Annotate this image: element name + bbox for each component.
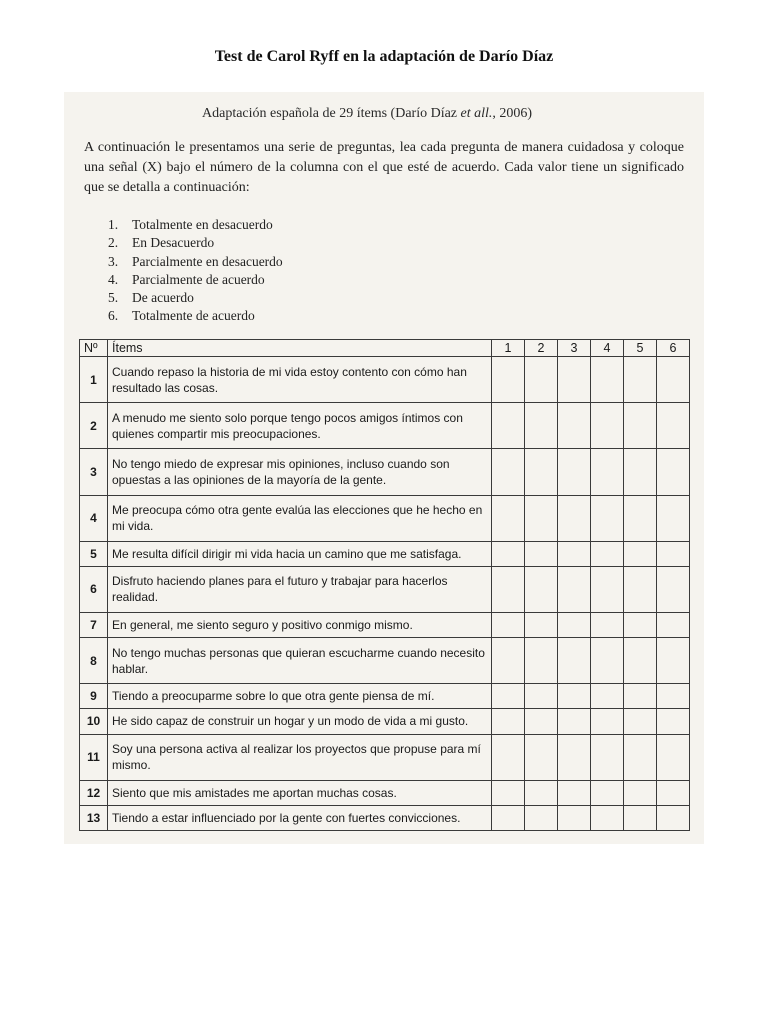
item-number: 2	[80, 403, 108, 449]
answer-cell-5[interactable]	[624, 805, 657, 830]
subtitle-prefix: Adaptación española de 29 ítems (Darío Díaz	[202, 106, 461, 121]
answer-cell-4[interactable]	[591, 541, 624, 566]
header-scale-1: 1	[492, 340, 525, 357]
answer-cell-3[interactable]	[558, 357, 591, 403]
scale-number: 6.	[108, 308, 119, 324]
scale-label: En Desacuerdo	[132, 235, 215, 251]
answer-cell-5[interactable]	[624, 357, 657, 403]
table-row	[80, 449, 690, 495]
answer-cell-4[interactable]	[591, 613, 624, 638]
answer-cell-4[interactable]	[591, 734, 624, 780]
table-row	[80, 805, 690, 830]
answer-cell-5[interactable]	[624, 780, 657, 805]
answer-cell-4[interactable]	[591, 638, 624, 684]
answer-cell-4[interactable]	[591, 357, 624, 403]
answer-cell-4[interactable]	[591, 780, 624, 805]
answer-cell-3[interactable]	[558, 684, 591, 709]
answer-cell-6[interactable]	[657, 613, 690, 638]
answer-cell-6[interactable]	[657, 403, 690, 449]
instructions-paragraph: A continuación le presentamos una serie de preguntas, lea cada pregunta de manera cuidadosa y coloque una señal (X) bajo el número de la columna con el que esté de acuerdo. Cada valor tiene un significado que se detalla a continuación:	[84, 140, 684, 195]
answer-cell-1[interactable]	[492, 734, 525, 780]
table-row	[80, 780, 690, 805]
header-number: Nº	[80, 340, 108, 357]
answer-cell-6[interactable]	[657, 495, 690, 541]
answer-cell-5[interactable]	[624, 638, 657, 684]
document-title: Test de Carol Ryff en la adaptación de Darío Díaz	[214, 48, 554, 65]
answer-cell-2[interactable]	[525, 541, 558, 566]
answer-cell-1[interactable]	[492, 638, 525, 684]
scale-label: Parcialmente de acuerdo	[132, 271, 265, 287]
answer-cell-1[interactable]	[492, 780, 525, 805]
answer-cell-5[interactable]	[624, 734, 657, 780]
table-row	[80, 638, 690, 684]
answer-cell-6[interactable]	[657, 357, 690, 403]
table-row	[80, 566, 690, 612]
item-text: He sido capaz de construir un hogar y un modo de vida a mi gusto.	[108, 709, 492, 734]
item-number: 6	[80, 566, 108, 612]
answer-cell-5[interactable]	[624, 709, 657, 734]
subtitle-italic: et all.	[460, 106, 493, 121]
item-text: Siento que mis amistades me aportan muchas cosas.	[108, 780, 492, 805]
answer-cell-5[interactable]	[624, 613, 657, 638]
header-scale-6: 6	[657, 340, 690, 357]
scale-number: 1.	[108, 217, 119, 232]
answer-cell-6[interactable]	[657, 780, 690, 805]
scale-number: 2.	[108, 235, 119, 251]
answer-cell-3[interactable]	[558, 734, 591, 780]
item-text: Tiendo a estar influenciado por la gente con fuertes convicciones.	[108, 805, 492, 830]
table-row	[80, 357, 690, 403]
answer-cell-2[interactable]	[525, 734, 558, 780]
items-table	[79, 339, 690, 831]
header-scale-3: 3	[558, 340, 591, 357]
answer-cell-3[interactable]	[558, 541, 591, 566]
answer-cell-5[interactable]	[624, 541, 657, 566]
scale-item	[108, 307, 283, 325]
answer-cell-5[interactable]	[624, 403, 657, 449]
item-text: Me preocupa cómo otra gente evalúa las elecciones que he hecho en mi vida.	[108, 495, 492, 541]
answer-cell-1[interactable]	[492, 684, 525, 709]
scale-label: Totalmente en desacuerdo	[132, 217, 273, 232]
answer-cell-2[interactable]	[525, 638, 558, 684]
table-header-row	[80, 340, 690, 357]
answer-cell-3[interactable]	[558, 780, 591, 805]
answer-cell-1[interactable]	[492, 541, 525, 566]
table-row	[80, 541, 690, 566]
answer-cell-6[interactable]	[657, 734, 690, 780]
table-row	[80, 709, 690, 734]
item-text: Disfruto haciendo planes para el futuro y trabajar para hacerlos realidad.	[108, 566, 492, 612]
item-number: 9	[80, 684, 108, 709]
item-number: 5	[80, 541, 108, 566]
answer-cell-4[interactable]	[591, 684, 624, 709]
answer-cell-6[interactable]	[657, 638, 690, 684]
scale-item	[108, 216, 283, 234]
answer-cell-2[interactable]	[525, 403, 558, 449]
answer-cell-3[interactable]	[558, 638, 591, 684]
header-scale-4: 4	[591, 340, 624, 357]
answer-cell-3[interactable]	[558, 709, 591, 734]
item-text: En general, me siento seguro y positivo conmigo mismo.	[108, 613, 492, 638]
answer-cell-4[interactable]	[591, 805, 624, 830]
answer-cell-3[interactable]	[558, 805, 591, 830]
table-row	[80, 734, 690, 780]
answer-cell-1[interactable]	[492, 709, 525, 734]
item-text: No tengo miedo de expresar mis opiniones, incluso cuando son opuestas a las opiniones de la mayoría de la gente.	[108, 449, 492, 495]
item-number: 13	[80, 805, 108, 830]
answer-cell-2[interactable]	[525, 709, 558, 734]
item-number: 1	[80, 357, 108, 403]
item-number: 7	[80, 613, 108, 638]
scale-number: 3.	[108, 253, 119, 269]
answer-cell-1[interactable]	[492, 357, 525, 403]
answer-cell-2[interactable]	[525, 684, 558, 709]
answer-cell-5[interactable]	[624, 495, 657, 541]
item-text: Me resulta difícil dirigir mi vida hacia un camino que me satisfaga.	[108, 541, 492, 566]
answer-cell-4[interactable]	[591, 449, 624, 495]
answer-cell-1[interactable]	[492, 613, 525, 638]
scale-label: Totalmente de acuerdo	[132, 308, 255, 324]
answer-cell-2[interactable]	[525, 780, 558, 805]
subtitle	[202, 106, 532, 122]
answer-cell-1[interactable]	[492, 805, 525, 830]
subtitle-suffix: , 2006)	[492, 106, 533, 121]
answer-cell-5[interactable]	[624, 684, 657, 709]
answer-cell-3[interactable]	[558, 566, 591, 612]
answer-cell-4[interactable]	[591, 566, 624, 612]
table-row	[80, 684, 690, 709]
item-number: 3	[80, 449, 108, 495]
scale-label: De acuerdo	[132, 290, 194, 306]
item-text: A menudo me siento solo porque tengo pocos amigos íntimos con quienes compartir mis preocupaciones.	[108, 403, 492, 449]
answer-cell-4[interactable]	[591, 403, 624, 449]
answer-cell-1[interactable]	[492, 449, 525, 495]
answer-cell-6[interactable]	[657, 566, 690, 612]
answer-cell-1[interactable]	[492, 566, 525, 612]
item-text: No tengo muchas personas que quieran escucharme cuando necesito hablar.	[108, 638, 492, 684]
answer-cell-6[interactable]	[657, 449, 690, 495]
table-row	[80, 613, 690, 638]
item-number: 10	[80, 709, 108, 734]
header-items: Ítems	[108, 340, 492, 357]
scale-number: 4.	[108, 271, 119, 287]
answer-cell-3[interactable]	[558, 495, 591, 541]
answer-cell-4[interactable]	[591, 709, 624, 734]
item-text: Soy una persona activa al realizar los proyectos que propuse para mí mismo.	[108, 734, 492, 780]
answer-cell-2[interactable]	[525, 449, 558, 495]
answer-cell-3[interactable]	[558, 613, 591, 638]
answer-cell-2[interactable]	[525, 805, 558, 830]
answer-cell-1[interactable]	[492, 403, 525, 449]
header-scale-2: 2	[525, 340, 558, 357]
answer-cell-2[interactable]	[525, 613, 558, 638]
scale-item	[108, 253, 283, 271]
answer-cell-5[interactable]	[624, 449, 657, 495]
answer-cell-3[interactable]	[558, 403, 591, 449]
answer-cell-4[interactable]	[591, 495, 624, 541]
answer-cell-3[interactable]	[558, 449, 591, 495]
answer-cell-1[interactable]	[492, 495, 525, 541]
answer-cell-5[interactable]	[624, 566, 657, 612]
item-number: 8	[80, 638, 108, 684]
scale-label: Parcialmente en desacuerdo	[132, 253, 283, 269]
scale-number: 5.	[108, 290, 119, 306]
scanned-page	[64, 92, 704, 844]
table-row	[80, 495, 690, 541]
scale-legend	[108, 216, 283, 326]
answer-cell-2[interactable]	[525, 495, 558, 541]
item-text: Cuando repaso la historia de mi vida estoy contento con cómo han resultado las cosas.	[108, 357, 492, 403]
answer-cell-6[interactable]	[657, 541, 690, 566]
answer-cell-2[interactable]	[525, 566, 558, 612]
scale-item	[108, 289, 283, 307]
item-number: 12	[80, 780, 108, 805]
answer-cell-6[interactable]	[657, 684, 690, 709]
answer-cell-6[interactable]	[657, 805, 690, 830]
header-scale-5: 5	[624, 340, 657, 357]
answer-cell-6[interactable]	[657, 709, 690, 734]
table-row	[80, 403, 690, 449]
item-number: 11	[80, 734, 108, 780]
item-text: Tiendo a preocuparme sobre lo que otra gente piensa de mí.	[108, 684, 492, 709]
scale-item	[108, 234, 283, 252]
answer-cell-2[interactable]	[525, 357, 558, 403]
scale-item	[108, 271, 283, 289]
item-number: 4	[80, 495, 108, 541]
